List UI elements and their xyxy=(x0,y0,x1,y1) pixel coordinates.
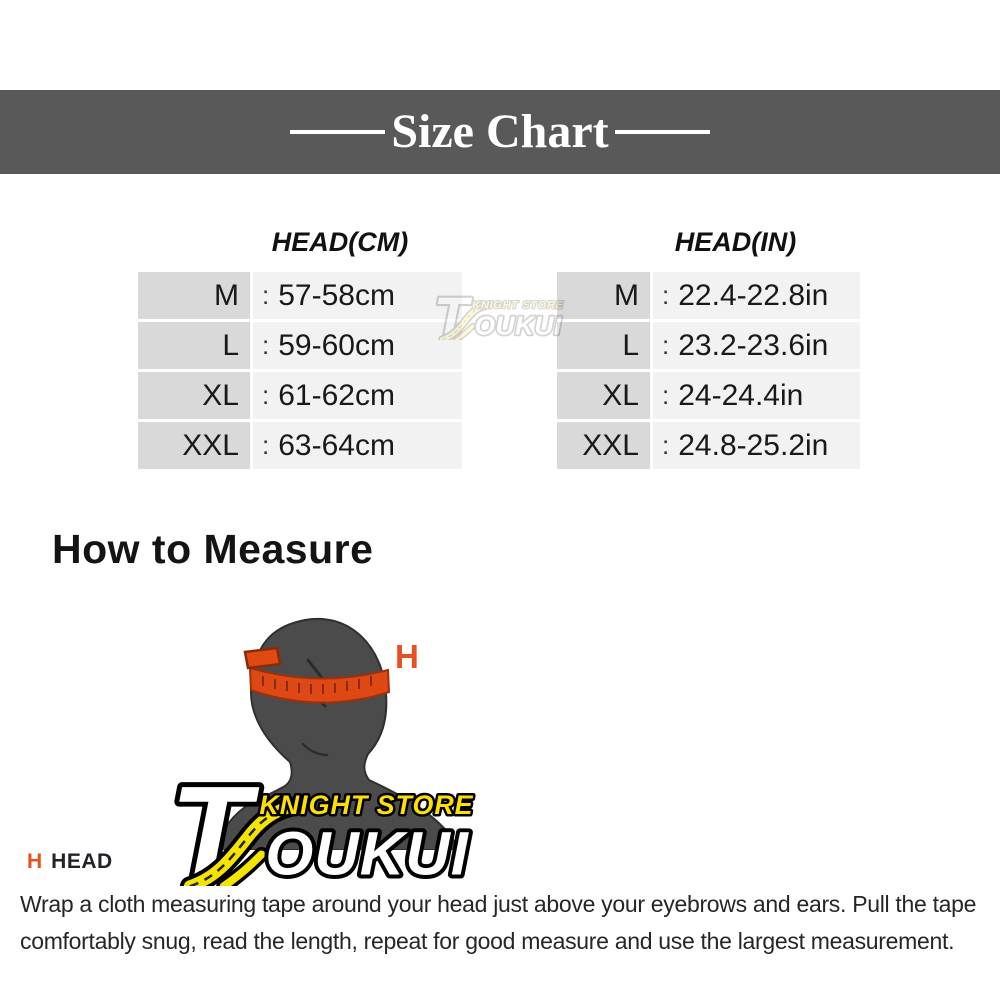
separator-colon: : xyxy=(262,330,270,360)
size-value-cm: 61-62cm xyxy=(278,379,395,412)
how-to-measure-heading: How to Measure xyxy=(52,526,374,572)
size-value-cell xyxy=(653,322,860,369)
separator-colon: : xyxy=(662,280,670,310)
legend-label: HEAD xyxy=(51,850,113,873)
brand-logo-graphic xyxy=(168,775,486,886)
size-value-in: 23.2-23.6in xyxy=(678,329,829,362)
page-title: Size Chart xyxy=(391,105,609,158)
head-in-column-header: HEAD(IN) xyxy=(674,227,797,257)
separator-colon: : xyxy=(262,430,270,460)
separator-colon: : xyxy=(262,380,270,410)
separator-colon: : xyxy=(262,280,270,310)
size-value-cell xyxy=(253,372,462,419)
table-row xyxy=(557,372,860,419)
table-row xyxy=(138,422,462,469)
separator-colon: : xyxy=(662,430,670,460)
separator-colon: : xyxy=(662,380,670,410)
table-row xyxy=(138,272,462,319)
size-label-cell: XXL xyxy=(557,422,650,469)
banner-line-left xyxy=(290,130,385,134)
size-label-cell: XL xyxy=(557,372,650,419)
logo-store-text: KNIGHT STORE xyxy=(259,789,474,820)
separator-colon: : xyxy=(662,330,670,360)
size-label-cell: XL xyxy=(138,372,250,419)
table-row xyxy=(557,272,860,319)
logo-letters-oukui: OUKUI xyxy=(265,819,469,887)
size-label-cell: L xyxy=(557,322,650,369)
size-label-cell: XXL xyxy=(138,422,250,469)
size-chart-banner xyxy=(0,90,1000,174)
size-value-cell xyxy=(253,322,462,369)
size-value-cm: 63-64cm xyxy=(278,429,395,462)
size-value-cm: 59-60cm xyxy=(278,329,395,362)
table-row xyxy=(557,322,860,369)
instructions-line-1: Wrap a cloth measuring tape around your head just above your eyebrows and ears. Pull the tape xyxy=(20,891,977,917)
size-value-cell xyxy=(253,272,462,319)
size-table-cm xyxy=(138,272,462,472)
table-row xyxy=(138,322,462,369)
measure-legend xyxy=(27,850,113,874)
size-value-cell xyxy=(653,272,860,319)
size-table-in xyxy=(557,272,860,472)
brand-logo xyxy=(168,775,486,887)
size-label-cell: M xyxy=(557,272,650,319)
size-label-cell: M xyxy=(138,272,250,319)
size-value-cell xyxy=(653,422,860,469)
size-value-in: 24-24.4in xyxy=(678,379,804,412)
logo-letter-t: T xyxy=(169,775,251,887)
table-row xyxy=(557,422,860,469)
size-value-cm: 57-58cm xyxy=(278,279,395,312)
measuring-instructions xyxy=(20,886,995,960)
legend-key: H xyxy=(27,850,43,873)
logo-letters-oukui: OUKUI xyxy=(474,310,562,340)
head-measure-point-label: H xyxy=(395,638,419,675)
table-row xyxy=(138,372,462,419)
size-value-cell xyxy=(253,422,462,469)
head-cm-column-header: HEAD(CM) xyxy=(271,227,409,257)
measuring-tape-end-tab xyxy=(245,648,280,668)
banner-line-right xyxy=(615,130,710,134)
size-value-in: 22.4-22.8in xyxy=(678,279,829,312)
size-value-in: 24.8-25.2in xyxy=(678,429,829,462)
logo-store-text: KNIGHT STORE xyxy=(472,299,564,312)
instructions-line-2: comfortably snug, read the length, repeat for good measure and use the largest measurement. xyxy=(20,928,955,954)
size-value-cell xyxy=(653,372,860,419)
size-label-cell: L xyxy=(138,322,250,369)
